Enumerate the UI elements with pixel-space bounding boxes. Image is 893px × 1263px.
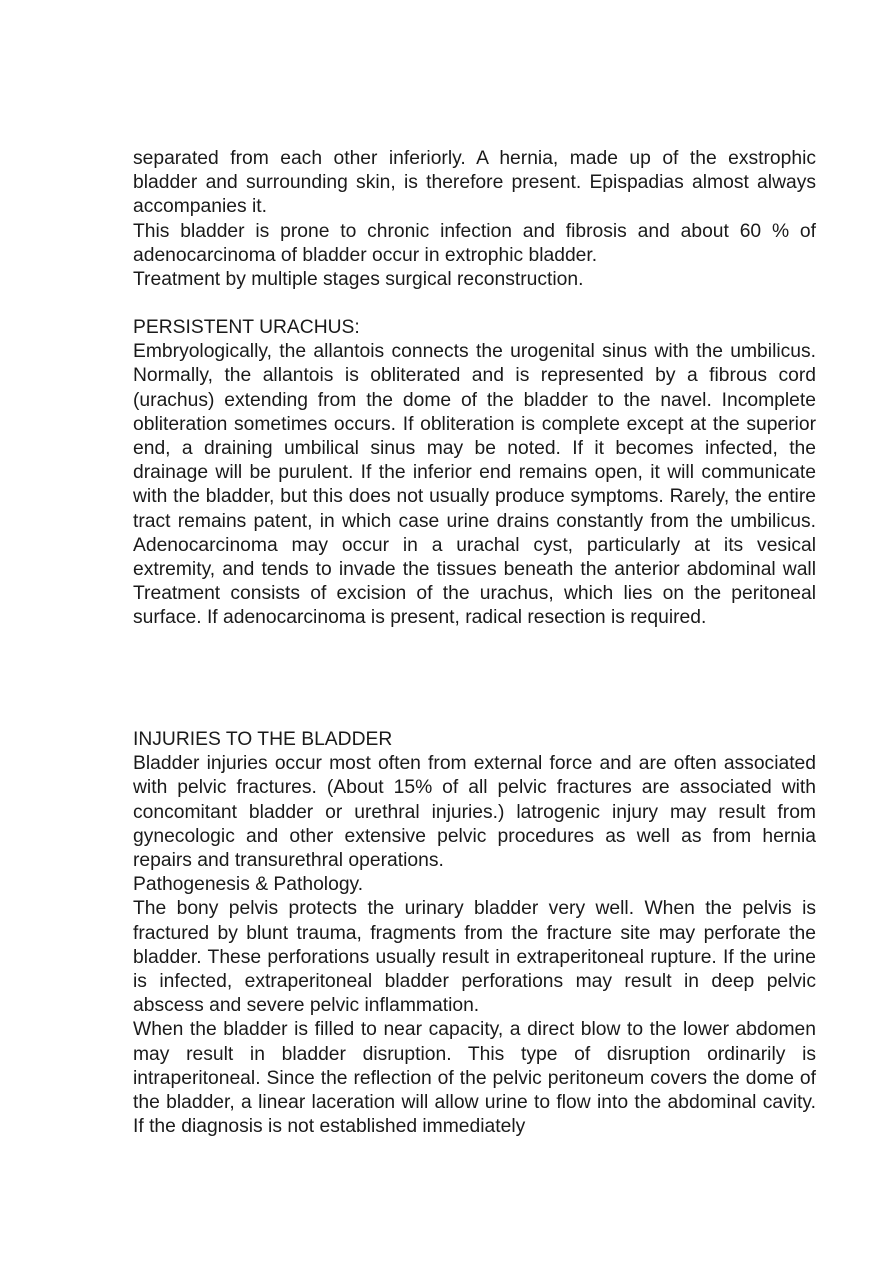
pathogenesis-subheading: Pathogenesis & Pathology. [133,874,364,896]
exstrophy-paragraph-hernia: separated from each other inferiorly. A hernia, made up of the exstrophic bladder and surrounding skin, is therefore present. Epispadias almost always accompanies it. [133,148,816,218]
exstrophy-paragraph-infection: This bladder is prone to chronic infection and fibrosis and about 60 % of adenocarcinoma of bladder occur in extrophic bladder. [133,220,816,266]
urachus-paragraph: Embryologically, the allantois connects the urogenital sinus with the umbilicus. Normally, the allantois is obliterated and is represented by a fibrous cord (urachus) extending from the dome of the bladder to the navel. Incomplete obliteration sometimes occurs. If obliteration is complete except at the superior end, a draining umbilical sinus may be noted. If it becomes infected, the drainage will be purulent. If the inferior end remains open, it will communicate with the bladder, but this does not usually produce symptoms. Rarely, the entire tract remains patent, in which case urine drains constantly from the umbilicus. Adenocarcinoma may occur in a urachal cyst, particularly at its vesical extremity, and tends to invade the tissues beneath the anterior abdominal wall Treatment consists of excision of the urachus, which lies on the peritoneal surface. If adenocarcinoma is present, radical resection is required. [133,341,816,629]
bladder-injuries-section [133,728,816,1139]
injuries-paragraph-pelvis: The bony pelvis protects the urinary bladder very well. When the pelvis is fractured by blunt trauma, fragments from the fracture site may perforate the bladder. These perforations usually result in extraperitoneal rupture. If the urine is infected, extraperitoneal bladder perforations may result in deep pelvic abscess and severe pelvic inflammation. [133,898,816,1017]
injuries-paragraph-intro: Bladder injuries occur most often from external force and are often associated with pelvic fractures. (About 15% of all pelvic fractures are associated with concomitant bladder or urethral injuries.) latrogenic injury may result from gynecologic and other extensive pelvic procedures as well as from hernia repairs and transurethral operations. [133,753,816,872]
urachus-heading: PERSISTENT URACHUS: [133,317,360,338]
persistent-urachus-section [133,316,816,631]
exstrophy-paragraph-treatment: Treatment by multiple stages surgical reconstruction. [133,269,584,291]
injuries-paragraph-disruption: When the bladder is filled to near capacity, a direct blow to the lower abdomen may result in bladder disruption. This type of disruption ordinarily is intraperitoneal. Since the reflection of the pelvic peritoneum covers the dome of the bladder, a linear laceration will allow urine to flow into the abdominal cavity. If the diagnosis is not established immediately [133,1019,816,1138]
exstrophy-continuation-section [133,147,816,292]
injuries-heading: INJURIES TO THE BLADDER [133,729,393,750]
